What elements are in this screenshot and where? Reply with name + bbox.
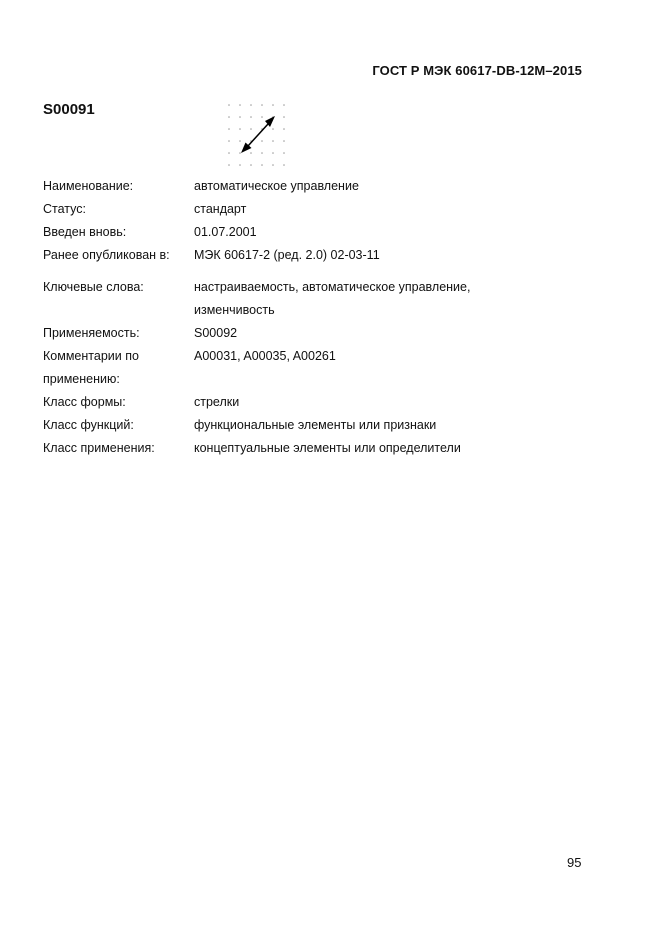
property-label: Класс функций: [43, 418, 134, 432]
standard-header: ГОСТ Р МЭК 60617-DB-12M–2015 [372, 63, 582, 78]
property-value: 01.07.2001 [194, 225, 257, 239]
property-label: Применяемость: [43, 326, 140, 340]
property-value-line: настраиваемость, автоматическое управление, [194, 280, 471, 294]
property-row-keywords [43, 276, 524, 322]
property-label-line: применению: [43, 372, 120, 386]
property-label [43, 345, 194, 391]
property-value: автоматическое управление [194, 179, 359, 193]
grid-dots [228, 104, 285, 166]
property-row-shape-class [43, 391, 524, 414]
property-value-line: изменчивость [194, 303, 275, 317]
property-row-application-notes [43, 345, 524, 391]
page-number: 95 [567, 855, 582, 870]
property-label: Класс применения: [43, 441, 155, 455]
property-label-line: Комментарии по [43, 349, 139, 363]
symbol-code: S00091 [43, 101, 95, 118]
property-value: функциональные элементы или признаки [194, 418, 437, 432]
property-value [194, 276, 524, 322]
property-label: Ключевые слова: [43, 280, 144, 294]
property-value: концептуальные элементы или определители [194, 441, 461, 455]
property-value: МЭК 60617-2 (ред. 2.0) 02-03-11 [194, 248, 380, 262]
property-row-name [43, 175, 524, 198]
property-value: стандарт [194, 202, 247, 216]
properties-table [43, 175, 524, 460]
arrow-shaft [248, 124, 268, 146]
property-label: Статус: [43, 202, 86, 216]
property-label: Введен вновь: [43, 225, 127, 239]
property-row-introduced [43, 221, 524, 244]
property-label: Класс формы: [43, 395, 126, 409]
property-row-previously-published [43, 244, 524, 267]
property-row-status [43, 198, 524, 221]
adjustable-arrow-symbol-icon [224, 100, 294, 170]
property-label: Наименование: [43, 179, 134, 193]
property-row-application-class [43, 437, 524, 460]
property-value: A00031, A00035, A00261 [194, 349, 336, 363]
property-value: S00092 [194, 326, 238, 340]
property-row-applicability [43, 322, 524, 345]
property-label: Ранее опубликован в: [43, 248, 170, 262]
property-value: стрелки [194, 395, 240, 409]
property-row-function-class [43, 414, 524, 437]
